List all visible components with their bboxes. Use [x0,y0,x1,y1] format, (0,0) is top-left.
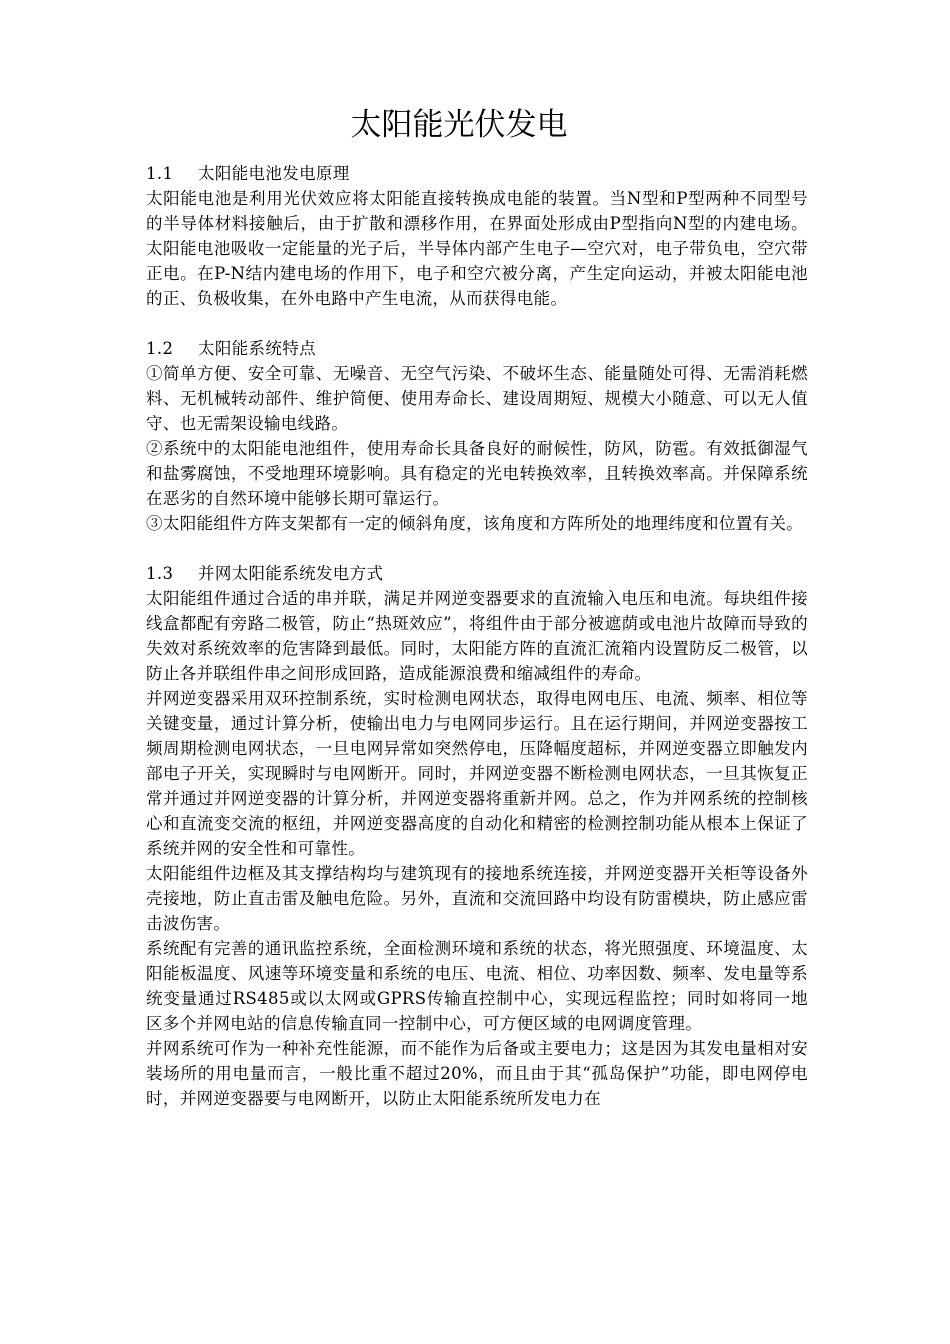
section-number: 1.2 [146,339,174,358]
section-number: 1.1 [146,164,174,183]
document-body [146,161,808,1111]
paragraph: ③太阳能组件方阵支架都有一定的倾斜角度，该角度和方阵所处的地理纬度和位置有关。 [146,514,804,533]
paragraph: 太阳能组件边框及其支撑结构均与建筑现有的接地系统连接，并网逆变器开关柜等设备外壳接地，防止直击雷及触电危险。另外，直流和交流回路中均设有防雷模块，防止感应雷击波伤害。 [146,864,808,933]
section-heading [146,161,808,186]
section-heading [146,561,808,586]
section-title: 并网太阳能系统发电方式 [198,564,384,583]
paragraph: 并网逆变器采用双环控制系统，实时检测电网状态，取得电网电压、电流、频率、相位等关键变量，通过计算分析，使输出电力与电网同步运行。且在运行期间，并网逆变器按工频周期检测电网状态，一旦电网异常如突然停电，压降幅度超标，并网逆变器立即触发内部电子开关，实现瞬时与电网断开。同时，并网逆变器不断检测电网状态，一旦其恢复正常并通过并网逆变器的计算分析，并网逆变器将重新并网。总之，作为并网系统的控制核心和直流变交流的枢纽，并网逆变器高度的自动化和精密的检测控制功能从根本上保证了系统并网的安全性和可靠性。 [146,689,808,858]
section-spacer [146,536,808,561]
section-heading [146,336,808,361]
paragraph: ②系统中的太阳能电池组件，使用寿命长具备良好的耐候性，防风，防雹。有效抵御湿气和盐雾腐蚀，不受地理环境影响。具有稳定的光电转换效率，且转换效率高。并保障系统在恶劣的自然环境中能够长期可靠运行。 [146,439,808,508]
section-title: 太阳能电池发电原理 [198,164,350,183]
section-spacer [146,311,808,336]
paragraph: ①简单方便、安全可靠、无噪音、无空气污染、不破坏生态、能量随处可得、无需消耗燃料、无机械转动部件、维护简便、使用寿命长、建设周期短、规模大小随意、可以无人值守、也无需架设输电线路。 [146,364,808,433]
paragraph: 系统配有完善的通讯监控系统，全面检测环境和系统的状态，将光照强度、环境温度、太阳能板温度、风速等环境变量和系统的电压、电流、相位、功率因数、频率、发电量等系统变量通过RS485或以太网或GPRS传输直控制中心，实现远程监控；同时如将同一地区多个并网电站的信息传输直同一控制中心，可方便区域的电网调度管理。 [146,939,808,1033]
paragraph: 并网系统可作为一种补充性能源，而不能作为后备或主要电力；这是因为其发电量相对安装场所的用电量而言，一般比重不超过20%，而且由于其“孤岛保护”功能，即电网停电时，并网逆变器要与电网断开，以防止太阳能系统所发电力在 [146,1039,808,1108]
paragraph: 太阳能电池是利用光伏效应将太阳能直接转换成电能的装置。当N型和P型两种不同型号的半导体材料接触后，由于扩散和漂移作用，在界面处形成由P型指向N型的内建电场。太阳能电池吸收一定能量的光子后，半导体内部产生电子—空穴对，电子带负电，空穴带正电。在P-N结内建电场的作用下，电子和空穴被分离，产生定向运动，并被太阳能电池的正、负极收集，在外电路中产生电流，从而获得电能。 [146,189,808,308]
section-title: 太阳能系统特点 [198,339,316,358]
page-title: 太阳能光伏发电 [350,107,568,143]
section-number: 1.3 [146,564,174,583]
paragraph: 太阳能组件通过合适的串并联，满足并网逆变器要求的直流输入电压和电流。每块组件接线盒都配有旁路二极管，防止“热斑效应”，将组件由于部分被遮荫或电池片故障而导致的失效对系统效率的危害降到最低。同时，太阳能方阵的直流汇流箱内设置防反二极管，以防止各并联组件串之间形成回路，造成能源浪费和缩减组件的寿命。 [146,589,808,683]
